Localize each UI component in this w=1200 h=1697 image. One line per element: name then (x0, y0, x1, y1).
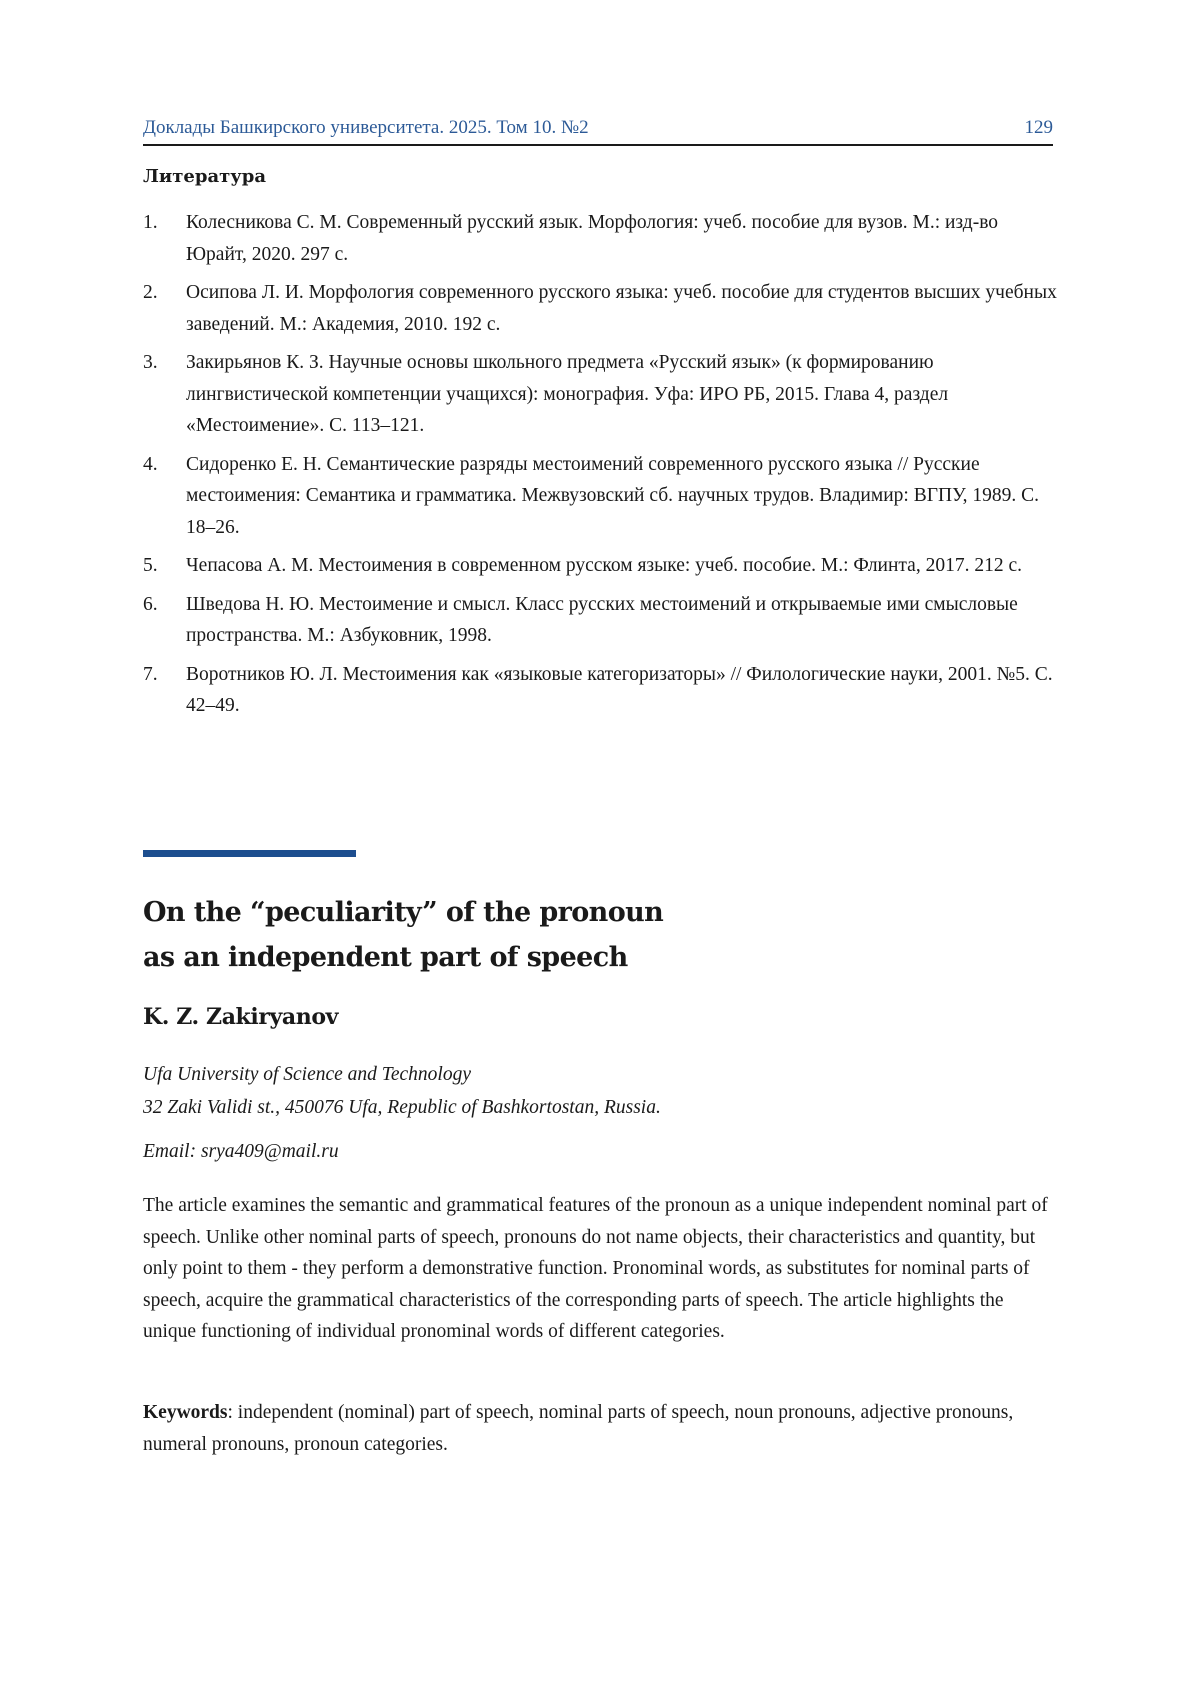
header-divider (143, 144, 1053, 146)
reference-text: Шведова Н. Ю. Местоимение и смысл. Класс русских местоимений и открываемые ими смысловые пространства. М.: Азбуковник, 1998. (186, 589, 1063, 652)
reference-text: Закирьянов К. З. Научные основы школьного предмета «Русский язык» (к формированию лингвистической компетенции учащихся): монография. Уфа: ИРО РБ, 2015. Глава 4, раздел «Местоимение». С. 113–121. (186, 347, 1063, 442)
running-header (143, 117, 1053, 139)
keywords-block (143, 1397, 1058, 1460)
reference-text: Осипова Л. И. Морфология современного русского языка: учеб. пособие для студентов высших учебных заведений. М.: Академия, 2010. 192 с. (186, 277, 1063, 340)
reference-number: 2. (143, 277, 186, 340)
article-title-line-2: as an independent part of speech (143, 935, 963, 980)
section-accent-bar (143, 850, 356, 857)
author-email: Email: srya409@mail.ru (143, 1141, 339, 1163)
reference-list (143, 207, 1063, 729)
reference-item (143, 347, 1063, 442)
affiliation-address: 32 Zaki Validi st., 450076 Ufa, Republic of Bashkortostan, Russia. (143, 1091, 661, 1124)
journal-title: Доклады Башкирского университета. 2025. Том 10. №2 (143, 117, 589, 139)
author-affiliation (143, 1058, 661, 1124)
reference-number: 4. (143, 449, 186, 544)
article-title-line-1: On the “peculiarity” of the pronoun (143, 890, 963, 935)
author-name: K. Z. Zakiryanov (143, 1004, 338, 1030)
affiliation-institution: Ufa University of Science and Technology (143, 1058, 661, 1091)
reference-item (143, 449, 1063, 544)
article-title (143, 890, 963, 980)
abstract-text: The article examines the semantic and grammatical features of the pronoun as a unique independent nominal part of speech. Unlike other nominal parts of speech, pronouns do not name objects, their characteristics and quantity, but only point to them - they perform a demonstrative function. Pronominal words, as substitutes for nominal parts of speech, acquire the grammatical characteristics of the corresponding parts of speech. The article highlights the unique functioning of individual pronominal words of different categories. (143, 1190, 1058, 1348)
keywords-label: Keywords (143, 1402, 228, 1423)
reference-text: Колесникова С. М. Современный русский язык. Морфология: учеб. пособие для вузов. М.: изд-во Юрайт, 2020. 297 с. (186, 207, 1063, 270)
reference-number: 1. (143, 207, 186, 270)
reference-number: 5. (143, 550, 186, 582)
reference-number: 7. (143, 659, 186, 722)
literature-heading: Литература (143, 166, 266, 187)
reference-item (143, 207, 1063, 270)
reference-text: Чепасова А. М. Местоимения в современном русском языке: учеб. пособие. М.: Флинта, 2017. 212 с. (186, 550, 1063, 582)
keywords-text: : independent (nominal) part of speech, nominal parts of speech, noun pronouns, adjective pronouns, numeral pronouns, pronoun categories. (143, 1402, 1013, 1455)
reference-text: Сидоренко Е. Н. Семантические разряды местоимений современного русского языка // Русские местоимения: Семантика и грамматика. Межвузовский сб. научных трудов. Владимир: ВГПУ, 1989. С. 18–26. (186, 449, 1063, 544)
reference-item (143, 659, 1063, 722)
reference-text: Воротников Ю. Л. Местоимения как «языковые категоризаторы» // Филологические науки, 2001. №5. С. 42–49. (186, 659, 1063, 722)
reference-item (143, 589, 1063, 652)
document-page (143, 0, 1053, 1697)
reference-item (143, 550, 1063, 582)
reference-item (143, 277, 1063, 340)
reference-number: 6. (143, 589, 186, 652)
page-number: 129 (1025, 117, 1054, 139)
reference-number: 3. (143, 347, 186, 442)
